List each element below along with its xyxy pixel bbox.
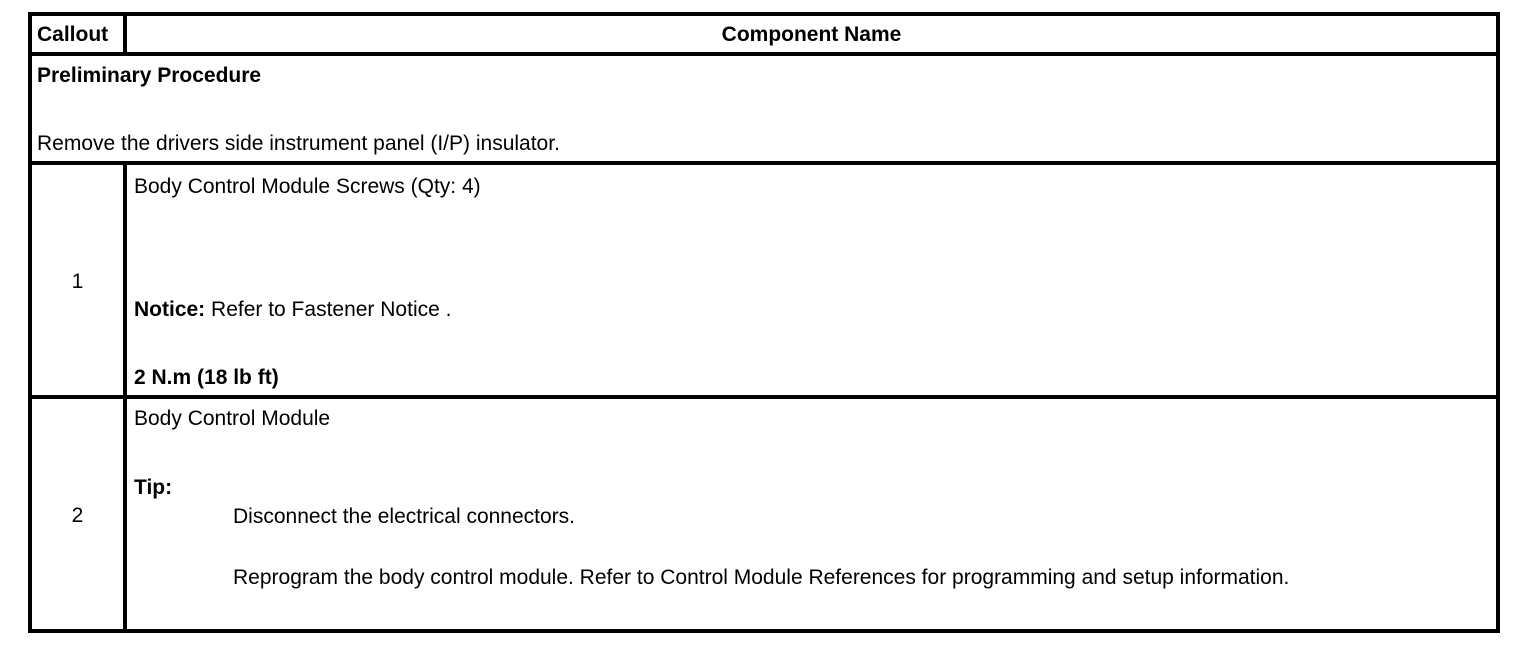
preliminary-text: Remove the drivers side instrument panel (I/P) insulator. [37,132,560,155]
callout-header: Callout [37,23,109,46]
callout-number: 2 [71,504,84,527]
row-divider [28,395,1500,399]
tip-item: Reprogram the body control module. Refer to Control Module References for programming and setup information. [233,566,1290,589]
notice-line [134,298,451,322]
preliminary-title: Preliminary Procedure [37,64,262,87]
notice-label: Notice: [134,298,206,321]
body-column-divider [123,161,127,633]
tip-label: Tip: [134,476,173,499]
torque-spec: 2 N.m (18 lb ft) [134,366,279,389]
preliminary-divider [28,161,1500,165]
procedure-table [28,12,1500,633]
component-name-header: Component Name [721,23,902,46]
tip-item: Disconnect the electrical connectors. [233,505,575,528]
component-name: Body Control Module [134,407,331,430]
callout-number: 1 [71,270,84,293]
header-divider [28,52,1500,56]
notice-text: Refer to Fastener Notice . [205,298,452,321]
component-name: Body Control Module Screws (Qty: 4) [134,175,481,198]
